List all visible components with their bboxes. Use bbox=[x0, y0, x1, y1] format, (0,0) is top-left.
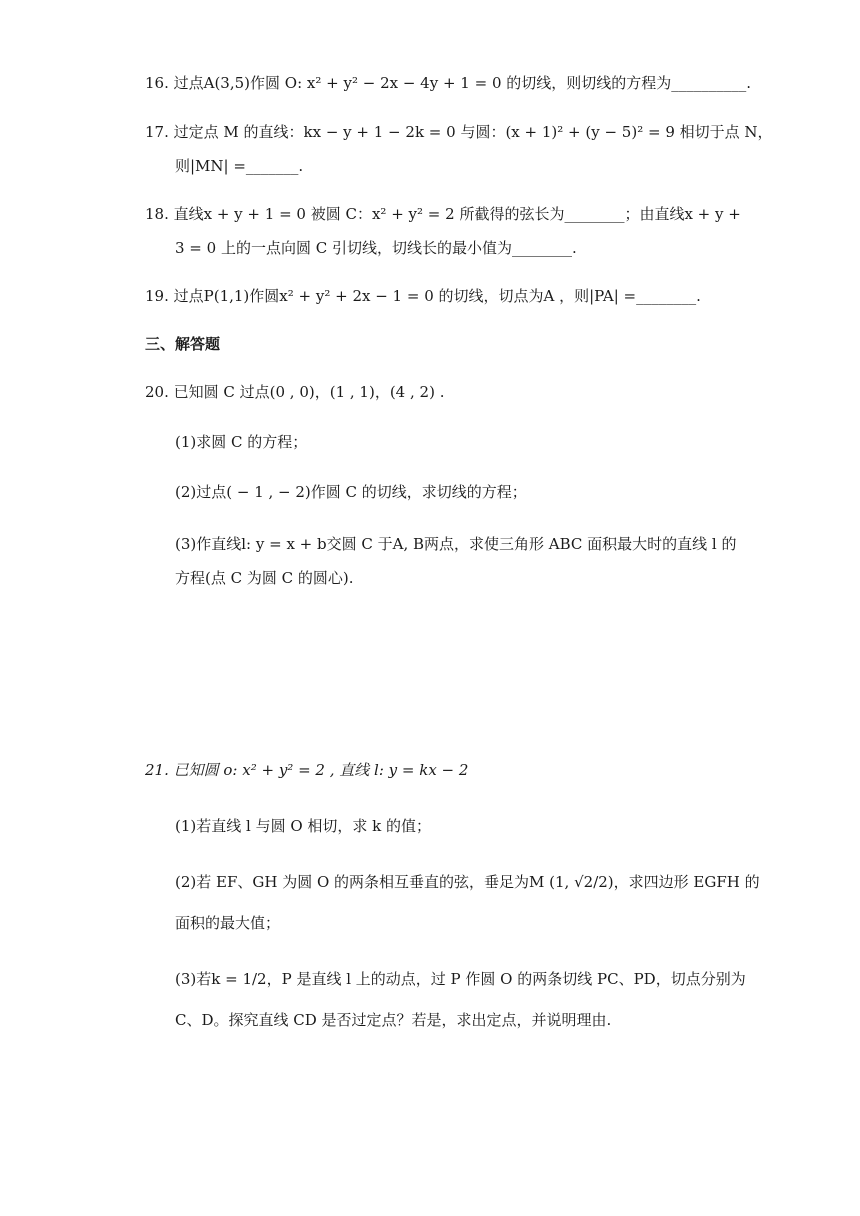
q19-text: 19. 过点P(1,1)作圆x² + y² + 2x − 1 = 0 的切线，切点为A ，则|PA| =________. bbox=[145, 287, 701, 305]
q21-stem: 21. 已知圆 o: x² + y² = 2 , 直线 l: y = kx − 2 bbox=[145, 761, 469, 779]
q20-part2: (2)过点( − 1 , − 2)作圆 C 的切线，求切线的方程； bbox=[175, 483, 527, 501]
q21-part3-line1: (3)若k = 1/2，P 是直线 l 上的动点，过 P 作圆 O 的两条切线 PC、PD，切点分别为 bbox=[175, 970, 746, 988]
q20-stem: 20. 已知圆 C 过点(0 , 0)，(1 , 1)，(4 , 2) . bbox=[145, 383, 445, 401]
q18-line1: 18. 直线x + y + 1 = 0 被圆 C：x² + y² = 2 所截得的弦长为________；由直线x + y + bbox=[145, 205, 741, 223]
q21-part2-line1: (2)若 EF、GH 为圆 O 的两条相互垂直的弦，垂足为M (1, √2/2)，求四边形 EGFH 的 bbox=[175, 873, 760, 891]
q20-part3-line2: 方程(点 C 为圆 C 的圆心). bbox=[175, 569, 354, 587]
section-heading: 三、解答题 bbox=[145, 335, 221, 353]
q21-part2-line2: 面积的最大值； bbox=[175, 914, 281, 932]
q20-part1: (1)求圆 C 的方程； bbox=[175, 433, 308, 451]
q17-line1: 17. 过定点 M 的直线：kx − y + 1 − 2k = 0 与圆：(x + 1)² + (y − 5)² = 9 相切于点 N， bbox=[145, 123, 773, 141]
q21-part3-line2: C、D。探究直线 CD 是否过定点？若是，求出定点，并说明理由. bbox=[175, 1011, 612, 1029]
q16-text: 16. 过点A(3,5)作圆 O: x² + y² − 2x − 4y + 1 = 0 的切线，则切线的方程为__________. bbox=[145, 74, 752, 92]
q20-part3-line1: (3)作直线l: y = x + b交圆 C 于A, B两点，求使三角形 ABC 面积最大时的直线 l 的 bbox=[175, 535, 737, 553]
q21-part1: (1)若直线 l 与圆 O 相切，求 k 的值； bbox=[175, 817, 432, 835]
q18-line2: 3 = 0 上的一点向圆 C 引切线，切线长的最小值为________. bbox=[175, 239, 577, 257]
q17-line2: 则|MN| =_______. bbox=[175, 157, 304, 175]
